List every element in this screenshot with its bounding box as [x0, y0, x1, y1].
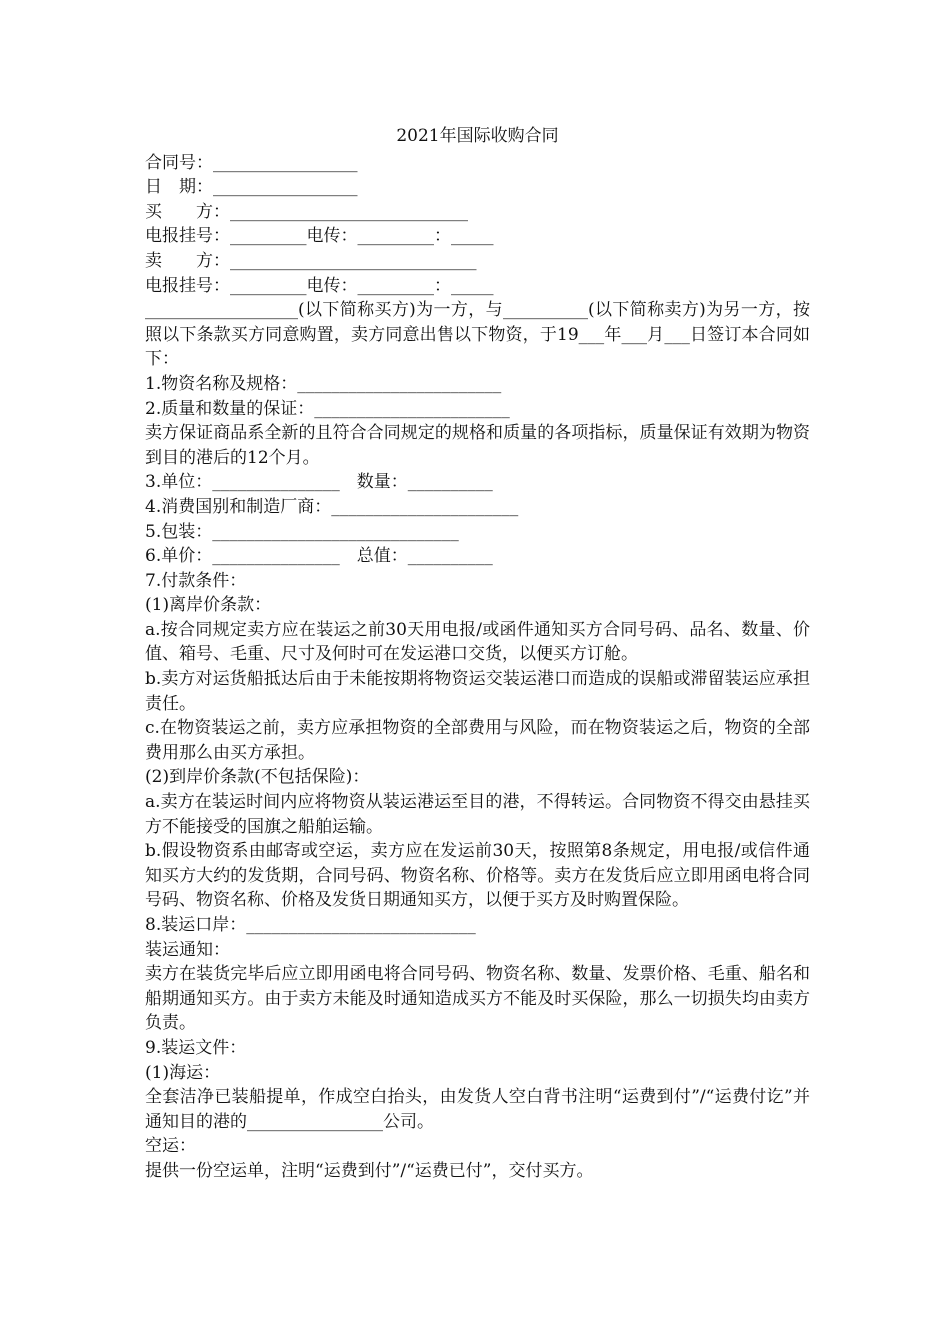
item-packing: 5.包装：_____________________________	[145, 521, 459, 542]
cif-clause-a: a.卖方在装运时间内应将物资从装运港运至目的港，不得转运。合同物资不得交由悬挂买方不能接受的国旗之船舶运输。	[145, 792, 810, 837]
item-payment-terms: 7.付款条件：	[145, 570, 247, 591]
item-shipping-port: 8.装运口岸：___________________________	[145, 915, 476, 935]
item-manufacturer: 4.消费国别和制造厂商：______________________	[145, 496, 519, 517]
cif-heading: (2)到岸价条款(不包括保险)：	[145, 767, 370, 788]
fob-clause-c: c.在物资装运之前，卖方应承担物资的全部费用与风险，而在物资装运之后，物资的全部费用那么由买方承担。	[145, 718, 810, 763]
item-price-total: 6.单价：_______________ 总值：__________	[145, 546, 493, 567]
intro-paragraph: __________________(以下简称买方)为一方，与__________(以下简称卖方)为另一方，按照以下条款买方同意购置，卖方同意出售以下物资，于19___年___月___日签订本合同如下：	[145, 300, 810, 370]
quality-paragraph: 卖方保证商品系全新的且符合合同规定的规格和质量的各项指标，质量保证有效期为物资到目的港后的12个月。	[145, 423, 810, 468]
buyer-line: 买 方：____________________________	[145, 201, 468, 222]
page-title: 2021年国际收购合同	[396, 126, 559, 146]
fob-clause-a: a.按合同规定卖方应在装运之前30天用电报/或函件通知买方合同号码、品名、数量、价值、箱号、毛重、尺寸及何时可在发运港口交货，以便买方订舱。	[145, 619, 810, 665]
air-transport-heading: 空运：	[145, 1136, 196, 1157]
contract-page	[145, 124, 810, 1184]
shipping-docs-heading: 9.装运文件：	[145, 1037, 247, 1058]
seller-line: 卖 方：_____________________________	[145, 250, 477, 271]
shipping-notice-paragraph: 卖方在装货完毕后应立即用函电将合同号码、物资名称、数量、发票价格、毛重、船名和船期通知买方。由于卖方未能及时通知造成买方不能及时买保险，那么一切损失均由卖方负责。	[145, 964, 810, 1034]
contract-number-line: 合同号：_________________	[145, 152, 358, 173]
shipping-notice-heading: 装运通知：	[145, 939, 230, 960]
item-goods-spec: 1.物资名称及规格：________________________	[145, 373, 502, 394]
buyer-telegraph-line: 电报挂号：_________电传：_________：_____	[145, 226, 494, 247]
item-unit-quantity: 3.单位：_______________ 数量：__________	[145, 472, 493, 493]
air-transport-paragraph: 提供一份空运单，注明“运费到付”/“运费已付”，交付买方。	[145, 1160, 594, 1181]
sea-transport-heading: (1)海运：	[145, 1062, 221, 1083]
fob-clause-b: b.卖方对运货船抵达后由于未能按期将物资运交装运港口而造成的误船或滞留装运应承担责任。	[145, 669, 810, 714]
sea-transport-paragraph: 全套洁净已装船提单，作成空白抬头，由发货人空白背书注明“运费到付”/“运费付讫”并通知目的港的________________公司。	[145, 1087, 810, 1132]
fob-heading: (1)离岸价条款：	[145, 595, 272, 616]
item-quality-quantity: 2.质量和数量的保证：_______________________	[145, 398, 510, 419]
seller-telegraph-line: 电报挂号：_________电传：_________：_____	[145, 275, 494, 296]
cif-clause-b: b.假设物资系由邮寄或空运，卖方应在发运前30天，按照第8条规定，用电报/或信件通知买方大约的发货期，合同号码、物资名称、价格等。卖方在发货后应立即用函电将合同号码、物资名称、价格及发货日期通知买方，以便于买方及时购置保险。	[145, 841, 810, 911]
date-line: 日 期：_________________	[145, 177, 358, 198]
